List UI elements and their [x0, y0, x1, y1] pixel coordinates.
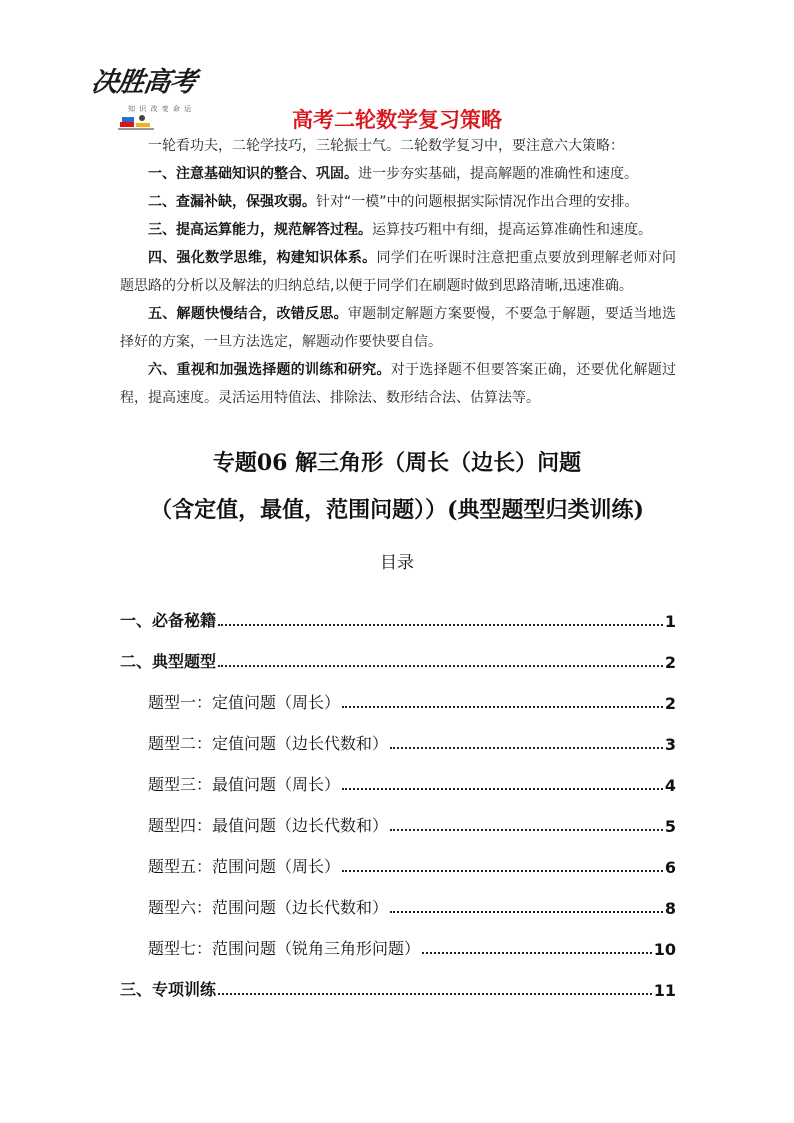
toc-entry[interactable]: 二、典型题型 2 — [120, 652, 676, 672]
topic-title-line1: 专题06 解三角形（周长（边长）问题 — [212, 450, 582, 476]
table-of-contents — [120, 590, 676, 1000]
strategy-item: 六、重视和加强选择题的训练和研究。对于选择题不但要答案正确，还要优化解题过程，提高速度。灵活运用特值法、排除法、数形结合法、估算法等。 — [120, 362, 677, 406]
page-title: 高考二轮数学复习策略 — [292, 108, 502, 132]
strategy-item: 二、查漏补缺，保强攻弱。针对“一模”中的问题根据实际情况作出合理的安排。 — [148, 194, 639, 210]
toc-entry[interactable]: 一、必备秘籍 1 — [120, 611, 676, 631]
toc-entry[interactable]: 题型二：定值问题（边长代数和） 3 — [148, 734, 676, 754]
strategy-intro: 一轮看功夫，二轮学技巧，三轮振士气。二轮数学复习中，要注意六大策略： — [148, 138, 624, 154]
toc-entry[interactable]: 题型五：范围问题（周长） 6 — [148, 857, 676, 877]
strategy-item: 五、解题快慢结合，改错反思。审题制定解题方案要慢，不要急于解题，要适当地选择好的方案，一旦方法选定，解题动作要快要自信。 — [120, 306, 677, 350]
toc-entry[interactable]: 题型一：定值问题（周长） 2 — [148, 693, 676, 713]
toc-entry[interactable]: 三、专项训练 11 — [120, 980, 676, 1000]
strategy-item: 四、强化数学思维，构建知识体系。同学们在听课时注意把重点要放到理解老师对问题思路的分析以及解法的归纳总结,以便于同学们在刷题时做到思路清晰,迅速准确。 — [120, 250, 677, 294]
toc-entry[interactable]: 题型七：范围问题（锐角三角形问题） 10 — [148, 939, 676, 959]
toc-title: 目录 — [380, 553, 414, 573]
logo-subtext: 知 识 改 变 命 运 — [128, 105, 193, 113]
topic-title-line2: （含定值，最值，范围问题））(典型题型归类训练) — [150, 497, 644, 523]
strategy-section — [120, 132, 676, 412]
strategy-item: 一、注意基础知识的整合、巩固。进一步夯实基础，提高解题的准确性和速度。 — [148, 166, 638, 182]
strategy-item: 三、提高运算能力，规范解答过程。运算技巧粗中有细，提高运算准确性和速度。 — [148, 222, 652, 238]
toc-entry[interactable]: 题型四：最值问题（边长代数和） 5 — [148, 816, 676, 836]
toc-entry[interactable]: 题型六：范围问题（边长代数和） 8 — [148, 898, 676, 918]
toc-entry[interactable]: 题型三：最值问题（周长） 4 — [148, 775, 676, 795]
logo-text: 决胜高考 — [89, 67, 198, 98]
